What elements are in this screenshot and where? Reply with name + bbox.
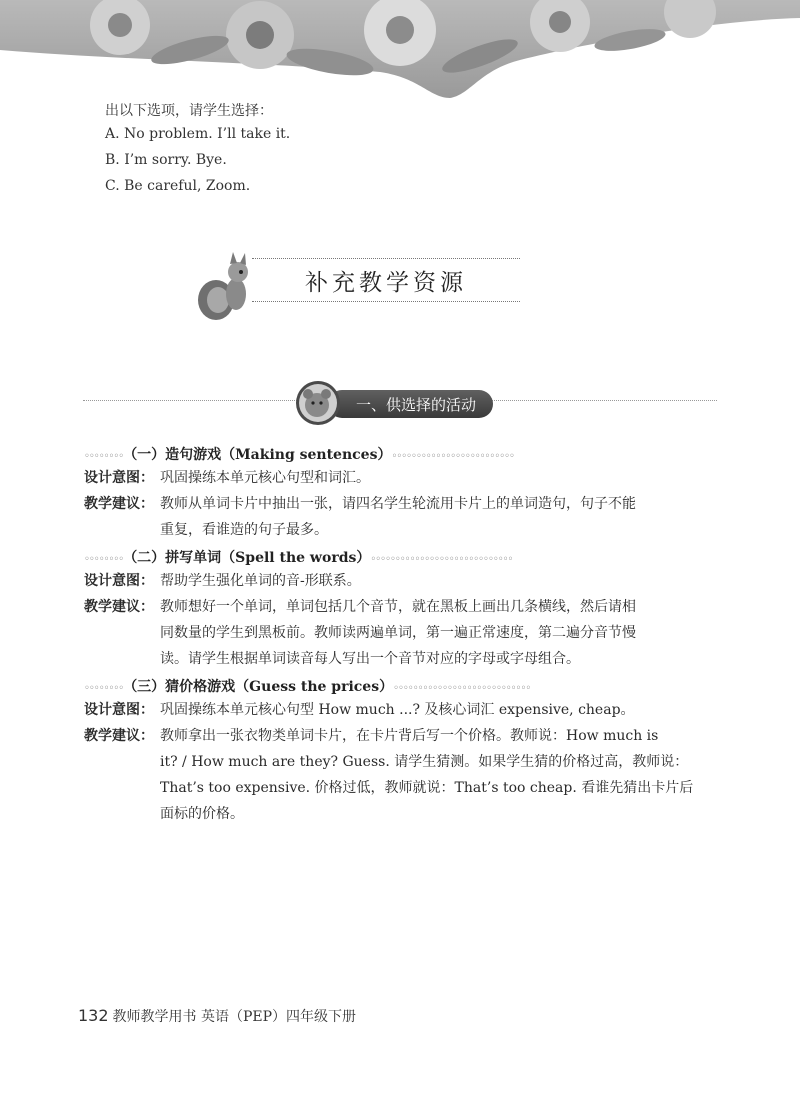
- activity-heading-text: （二）拼写单词（Spell the words）: [123, 550, 371, 566]
- activity-3-advice: [84, 723, 724, 827]
- option-c: C. Be careful, Zoom.: [105, 178, 251, 194]
- activity-2-advice: [84, 594, 724, 672]
- intent-text: 帮助学生强化单词的音-形联系。: [160, 573, 361, 589]
- advice-line: 面标的价格。: [160, 806, 244, 822]
- intro-lead: 出以下选项，请学生选择：: [105, 103, 273, 119]
- option-b: B. I’m sorry. Bye.: [105, 152, 227, 168]
- advice-line: 重复，看谁造的句子最多。: [160, 522, 328, 538]
- intent-text: 巩固操练本单元核心句型 How much ...? 及核心词汇 expensive, cheap。: [160, 702, 635, 718]
- advice-line: it? / How much are they? Guess. 请学生猜测。如果学生猜的价格过高，教师说：: [160, 754, 689, 770]
- activity-1-intent: [84, 465, 724, 491]
- advice-label: 教学建议：: [84, 599, 154, 615]
- activity-heading-1: ◦◦◦◦◦◦◦◦（一）造句游戏（Making sentences）◦◦◦◦◦◦◦◦◦◦◦◦◦◦◦◦◦◦◦◦◦◦◦◦◦: [84, 447, 514, 463]
- advice-line: 教师拿出一张衣物类单词卡片，在卡片背后写一个价格。教师说：How much is: [160, 728, 659, 744]
- subsection-title-text: 一、供选择的活动: [356, 395, 477, 414]
- option-a: A. No problem. I’ll take it.: [105, 126, 291, 142]
- intent-label: 设计意图：: [84, 702, 154, 718]
- bear-badge-icon: [293, 379, 343, 427]
- subsection-title: [328, 390, 493, 418]
- squirrel-mascot-icon: [196, 250, 260, 322]
- book-title: 教师教学用书 英语（PEP）四年级下册: [112, 1009, 357, 1025]
- floral-banner: [0, 0, 800, 100]
- activity-2-intent: [84, 568, 724, 594]
- activity-1-advice: [84, 491, 724, 543]
- activity-heading-3: ◦◦◦◦◦◦◦◦（三）猜价格游戏（Guess the prices）◦◦◦◦◦◦◦◦◦◦◦◦◦◦◦◦◦◦◦◦◦◦◦◦◦◦◦◦: [84, 679, 531, 695]
- advice-label: 教学建议：: [84, 728, 154, 744]
- intent-label: 设计意图：: [84, 470, 154, 486]
- section-title: 补充教学资源: [252, 258, 520, 302]
- advice-line: 读。请学生根据单词读音每人写出一个音节对应的字母或字母组合。: [160, 651, 580, 667]
- page-footer: [78, 1006, 356, 1026]
- advice-line: 教师从单词卡片中抽出一张，请四名学生轮流用卡片上的单词造句，句子不能: [160, 496, 636, 512]
- page-number: 132: [78, 1006, 109, 1025]
- intent-label: 设计意图：: [84, 573, 154, 589]
- advice-label: 教学建议：: [84, 496, 154, 512]
- activity-heading-text: （一）造句游戏（Making sentences）: [123, 447, 392, 463]
- activity-3-intent: [84, 697, 724, 723]
- advice-line: 教师想好一个单词，单词包括几个音节，就在黑板上画出几条横线，然后请相: [160, 599, 636, 615]
- advice-line: 同数量的学生到黑板前。教师读两遍单词，第一遍正常速度，第二遍分音节慢: [160, 625, 636, 641]
- activity-heading-2: ◦◦◦◦◦◦◦◦（二）拼写单词（Spell the words）◦◦◦◦◦◦◦◦◦◦◦◦◦◦◦◦◦◦◦◦◦◦◦◦◦◦◦◦◦: [84, 550, 513, 566]
- advice-line: That’s too expensive. 价格过低，教师就说：That’s too cheap. 看谁先猜出卡片后: [160, 780, 694, 796]
- intent-text: 巩固操练本单元核心句型和词汇。: [160, 470, 370, 486]
- activity-heading-text: （三）猜价格游戏（Guess the prices）: [123, 679, 394, 695]
